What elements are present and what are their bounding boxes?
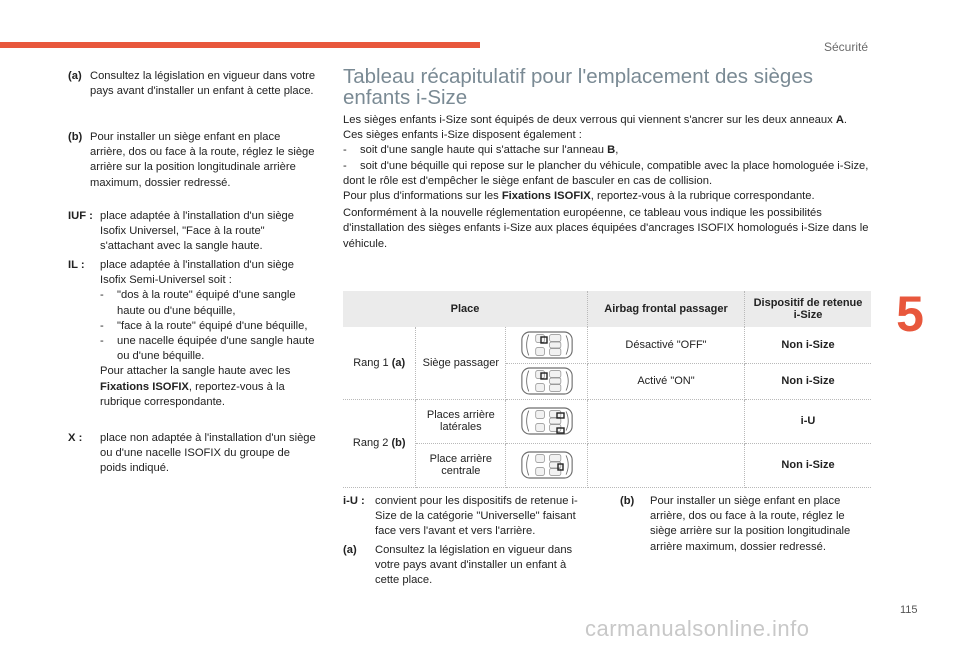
- definition-text: place non adaptée à l'installation d'un siège ou d'une nacelle ISOFIX du groupe de poids indiqué.: [100, 432, 316, 475]
- note-key: (a): [68, 70, 82, 82]
- definition-key: i-U :: [343, 495, 365, 507]
- header-dispositif: Dispositif de retenue i-Size: [745, 291, 872, 327]
- car-seat-front-icon: [521, 366, 573, 396]
- chapter-tab-number: 5: [896, 286, 924, 342]
- definition-iuf: [68, 209, 318, 255]
- car-seat-diagram: [506, 443, 588, 487]
- list-item: - une nacelle équipée d'une sangle haute ou d'une béquille.: [100, 334, 318, 364]
- note-text: Pour installer un siège enfant en place arrière, dos ou face à la route, réglez le siège arrière sur la position longitudinale arrière maximum, dossier redressé.: [90, 131, 315, 189]
- isize-value: Non i-Size: [745, 327, 872, 363]
- paragraph: Les sièges enfants i-Size sont équipés de deux verrous qui viennent s'ancrer sur les deux anneaux A.: [343, 114, 848, 126]
- airbag-status: [588, 399, 745, 443]
- note-text: Pour installer un siège enfant en place arrière, dos ou face à la route, réglez le siège arrière sur la position longitudinale arrière maximum, dossier redressé.: [650, 495, 851, 553]
- car-seat-diagram: [506, 363, 588, 399]
- seat-label: Place arrière centrale: [416, 443, 506, 487]
- definition-text: place adaptée à l'installation d'un siège Isofix Universel, "Face à la route" s'attachant avec la sangle haute.: [100, 210, 294, 253]
- left-note-a: [68, 69, 316, 99]
- list-item: - "face à la route" équipé d'une béquille,: [100, 319, 318, 334]
- airbag-status: Désactivé "OFF": [588, 327, 745, 363]
- airbag-status: [588, 443, 745, 487]
- page-number: 115: [900, 604, 918, 616]
- definition-text: convient pour les dispositifs de retenue i-Size de la catégorie "Universelle" faisant face vers l'avant et vers l'arrière.: [375, 495, 578, 538]
- note-key: (a): [343, 544, 357, 556]
- bullet-list: [343, 143, 873, 173]
- isize-table: [343, 291, 871, 488]
- definition-il: [68, 258, 318, 410]
- table-row: [343, 327, 871, 363]
- isize-value: Non i-Size: [745, 443, 872, 487]
- right-note-a: [343, 543, 593, 589]
- watermark: carmanualsonline.info: [585, 616, 810, 641]
- header-place: Place: [343, 291, 588, 327]
- definition-key: X :: [68, 432, 83, 444]
- section-title: Sécurité: [823, 40, 868, 54]
- definition-key: IUF :: [68, 210, 93, 222]
- paragraph: Ces sièges enfants i-Size disposent également :: [343, 129, 582, 142]
- rang-2: Rang 2 (b): [343, 399, 416, 487]
- right-note-b: [620, 494, 870, 555]
- definition-x: [68, 431, 318, 477]
- definition-key: IL :: [68, 259, 85, 271]
- definition-iu: [343, 494, 593, 540]
- note-key: (b): [620, 495, 635, 507]
- table-row: [343, 443, 871, 487]
- header-airbag: Airbag frontal passager: [588, 291, 745, 327]
- paragraph: Conformément à la nouvelle réglementation européenne, ce tableau vous indique les possibilités d'installation des sièges enfants i-Size aux places équipées d'ancrages ISOFIX homologués i-Size dans le véhicule.: [343, 207, 869, 250]
- list-item: - soit d'une béquille qui repose sur le plancher du véhicule, compatible avec la place homologuée i-Size,: [343, 159, 873, 174]
- table-header: [343, 291, 871, 327]
- paragraph: dont le rôle est d'empêcher le siège enfant de basculer en cas de collision.: [343, 174, 713, 187]
- list-item: - "dos à la route" équipé d'une sangle haute ou d'une béquille,: [100, 288, 318, 318]
- seat-label: Siège passager: [416, 327, 506, 399]
- rang-1: Rang 1 (a): [343, 327, 416, 399]
- intro-block: [343, 113, 873, 252]
- seat-label: Places arrière latérales: [416, 399, 506, 443]
- car-seat-diagram: [506, 327, 588, 363]
- definition-outro: Pour attacher la sangle haute avec les Fixations ISOFIX, reportez-vous à la rubrique correspondante.: [100, 365, 291, 408]
- car-seat-diagram: [506, 399, 588, 443]
- page-title: Tableau récapitulatif pour l'emplacement des sièges enfants i-Size: [343, 65, 813, 109]
- isize-value: i-U: [745, 399, 872, 443]
- list-item: - soit d'une sangle haute qui s'attache sur l'anneau B,: [343, 143, 873, 158]
- table-row: [343, 399, 871, 443]
- top-accent-bar: [0, 42, 480, 48]
- airbag-status: Activé "ON": [588, 363, 745, 399]
- paragraph: Pour plus d'informations sur les Fixations ISOFIX, reportez-vous à la rubrique correspondante.: [343, 190, 815, 203]
- definition-intro: place adaptée à l'installation d'un siège Isofix Semi-Universel soit :: [100, 259, 294, 287]
- definition-list: [100, 288, 318, 364]
- note-text: Consultez la législation en vigueur dans votre pays avant d'installer un enfant à cette place.: [90, 70, 316, 98]
- note-text: Consultez la législation en vigueur dans votre pays avant d'installer un enfant à cette place.: [375, 544, 573, 587]
- car-seat-front-icon: [521, 330, 573, 360]
- isize-value: Non i-Size: [745, 363, 872, 399]
- note-key: (b): [68, 131, 83, 143]
- left-note-b: [68, 130, 316, 191]
- car-seat-rear-center-icon: [521, 450, 573, 480]
- car-seat-rear-lateral-icon: [521, 406, 573, 436]
